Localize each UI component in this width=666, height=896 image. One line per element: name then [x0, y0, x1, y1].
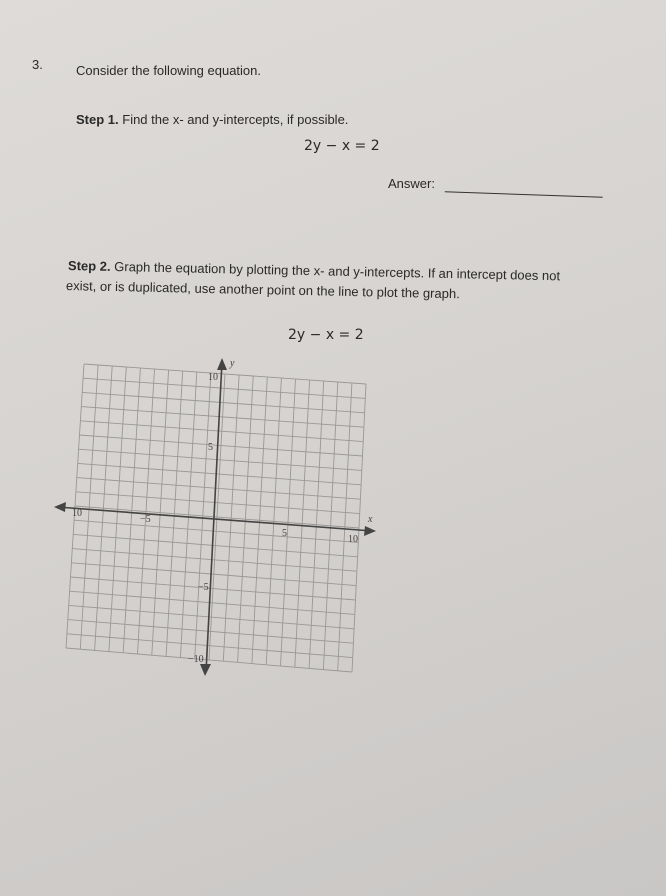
x-axis-right-arrow-icon: [364, 526, 376, 536]
problem-intro: Consider the following equation.: [76, 63, 262, 78]
x-tick-label: 5: [282, 528, 287, 539]
x-axis-label: x: [368, 514, 373, 525]
y-tick-label: −5: [198, 582, 209, 593]
step1-text: Find the x- and y-intercepts, if possible.: [122, 112, 349, 127]
step2-line2: exist, or is duplicated, use another point on the line to plot the graph.: [65, 278, 460, 302]
answer-label: Answer:: [388, 176, 435, 191]
x-tick-label: 10: [348, 534, 358, 545]
equation-step1: 2y − x = 2: [304, 138, 380, 154]
step1: [76, 112, 348, 127]
step2-text1: Graph the equation by plotting the x- and y-intercepts. If an intercept does not: [114, 258, 561, 284]
y-axis-down-arrow-icon: [200, 664, 211, 676]
problem-number: 3.: [32, 57, 43, 72]
x-axis-left-arrow-icon: [54, 502, 66, 512]
coordinate-grid[interactable]: [50, 350, 380, 680]
x-tick-label: 10: [72, 508, 82, 519]
y-tick-label: −10: [188, 654, 204, 665]
y-axis-label: y: [230, 358, 235, 369]
grid-lines: [66, 364, 366, 672]
y-tick-label: 5: [208, 442, 213, 453]
step2-label: Step 2.: [67, 258, 111, 274]
x-tick-label: −5: [140, 514, 151, 525]
answer-field[interactable]: [445, 177, 603, 198]
y-tick-label: 10: [208, 372, 218, 383]
y-axis-up-arrow-icon: [217, 358, 227, 370]
step1-label: Step 1.: [76, 112, 119, 127]
equation-step2: 2y − x = 2: [288, 327, 364, 343]
